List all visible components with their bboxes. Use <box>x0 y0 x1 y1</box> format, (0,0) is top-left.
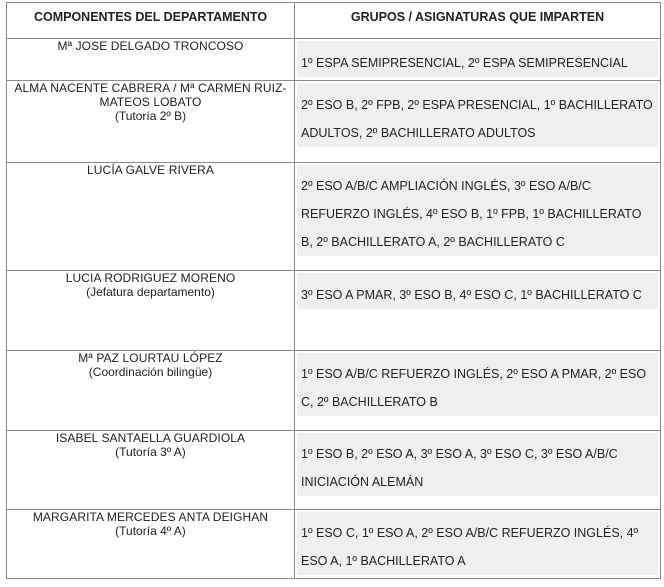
member-cell <box>7 163 295 271</box>
groups-cell <box>295 510 661 579</box>
member-name: Mª PAZ LOURTAU LÓPEZ <box>78 351 223 365</box>
table-row <box>7 163 661 271</box>
member-name: MARGARITA MERCEDES ANTA DEIGHAN <box>32 510 269 524</box>
member-cell <box>7 351 295 431</box>
department-table <box>6 2 661 579</box>
member-cell <box>7 39 295 81</box>
table-row <box>7 351 661 431</box>
groups-text: 1º ESPA SEMIPRESENCIAL, 2º ESPA SEMIPRESENCIAL <box>297 41 658 77</box>
member-role: (Coordinación bilingüe) <box>88 365 213 379</box>
groups-text: 2º ESO A/B/C AMPLIACIÓN INGLÉS, 3º ESO A/B/C REFUERZO INGLÉS, 4º ESO B, 1º FPB, 1º BACHILLERATO B, 2º BACHILLERATO A, 2º BACHILLERATO C <box>297 165 658 256</box>
groups-text: 1º ESO A/B/C REFUERZO INGLÉS, 2º ESO A PMAR, 2º ESO C, 2º BACHILLERATO B <box>297 353 658 416</box>
groups-text: 3º ESO A PMAR, 3º ESO B, 4º ESO C, 1º BACHILLERATO C <box>297 273 658 309</box>
groups-cell <box>295 81 661 163</box>
table-row <box>7 431 661 510</box>
member-cell <box>7 271 295 351</box>
member-role: (Tutoría 4º A) <box>115 524 186 538</box>
member-role: (Jefatura departamento) <box>86 285 215 299</box>
groups-text: 1º ESO B, 2º ESO A, 3º ESO A, 3º ESO C, 3º ESO A/B/C INICIACIÓN ALEMÁN <box>297 433 658 496</box>
table-row <box>7 271 661 351</box>
table-row <box>7 39 661 81</box>
member-name: LUCIA RODRIGUEZ MORENO <box>65 271 236 285</box>
header-groups: GRUPOS / ASIGNATURAS QUE IMPARTEN <box>295 3 661 39</box>
header-components: COMPONENTES DEL DEPARTAMENTO <box>7 3 295 39</box>
member-name: Mª JOSE DELGADO TRONCOSO <box>57 39 244 53</box>
member-cell <box>7 431 295 510</box>
groups-cell <box>295 39 661 81</box>
table-row <box>7 510 661 579</box>
member-name: LUCÍA GALVE RIVERA <box>87 163 214 177</box>
groups-cell <box>295 163 661 271</box>
member-name: ALMA NACENTE CABRERA / Mª CARMEN RUIZ-MATEOS LOBATO <box>14 81 287 109</box>
groups-text: 1º ESO C, 1º ESO A, 2º ESO A/B/C REFUERZO INGLÉS, 4º ESO A, 1º BACHILLERATO A <box>297 512 658 575</box>
member-name: ISABEL SANTAELLA GUARDIOLA <box>55 431 246 445</box>
header-row <box>7 3 661 39</box>
member-cell <box>7 81 295 163</box>
groups-text: 2º ESO B, 2º FPB, 2º ESPA PRESENCIAL, 1º BACHILLERATO ADULTOS, 2º BACHILLERATO ADULTOS <box>297 83 658 147</box>
groups-cell <box>295 431 661 510</box>
table-body <box>7 39 661 579</box>
table-row <box>7 81 661 163</box>
member-role: (Tutoría 3º A) <box>115 445 186 459</box>
groups-cell <box>295 271 661 351</box>
member-cell <box>7 510 295 579</box>
table-header <box>7 3 661 39</box>
member-role: (Tutoría 2º B) <box>114 109 187 123</box>
groups-cell <box>295 351 661 431</box>
